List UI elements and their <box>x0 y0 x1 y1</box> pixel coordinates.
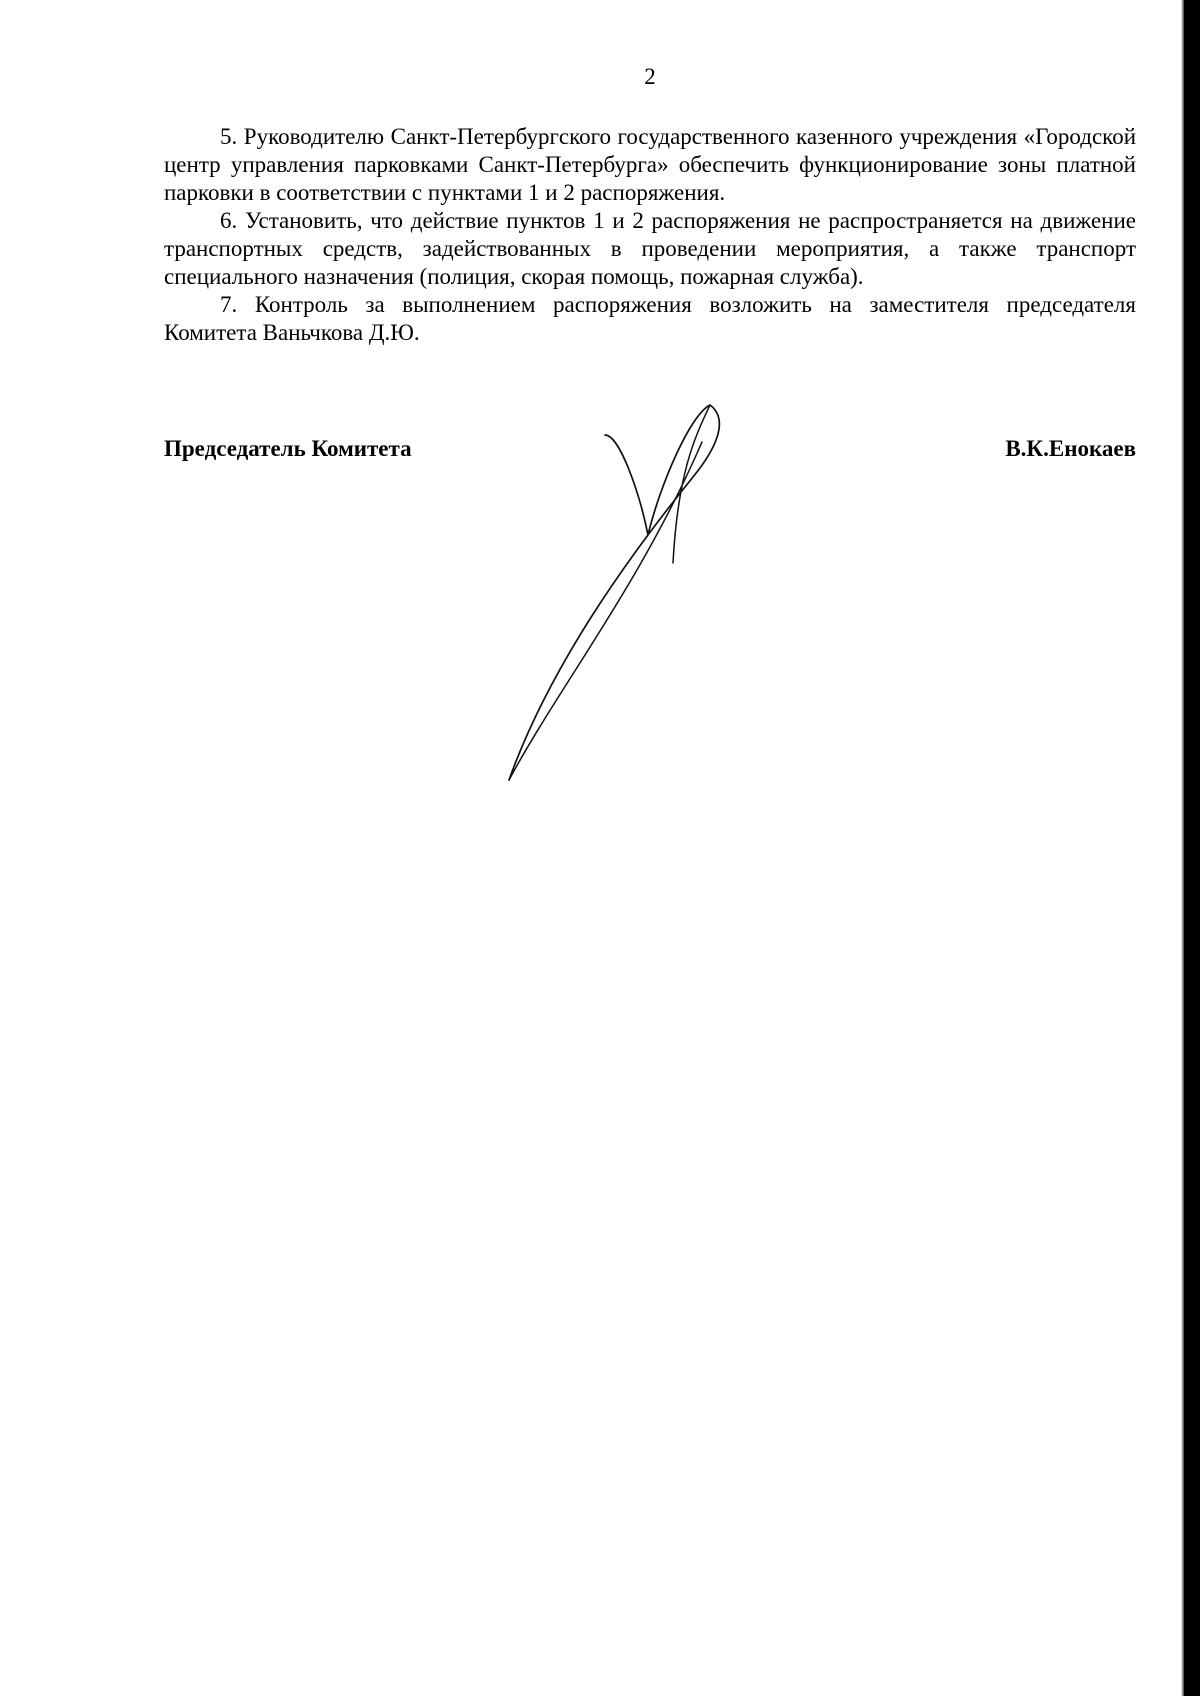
paragraph-7: 7. Контроль за выполнением распоряжения возложить на заместителя председателя Комитета Ваньчкова Д.Ю. <box>164 292 1136 345</box>
paragraph-6: 6. Установить, что действие пунктов 1 и 2 распоряжения не распространяется на движение транспортных средств, задействованных в проведении мероприятия, а также транспорт специального назначения (полиция, скорая помощь, пожарная служба). <box>164 208 1136 289</box>
page-number: 2 <box>644 64 656 89</box>
scan-edge-band <box>1184 0 1200 1696</box>
signer-title: Председатель Комитета <box>164 436 412 461</box>
signer-name: В.К.Енокаев <box>1005 436 1136 461</box>
document-body <box>164 123 1136 347</box>
signature-stroke-return <box>509 405 710 780</box>
paragraph-5: 5. Руководителю Санкт-Петербургского государственного казенного учреждения «Городской центр управления парковками Санкт-Петербурга» обеспечить функционирование зоны платной парковки в соответствии с пунктами 1 и 2 распоряжения. <box>164 124 1136 205</box>
handwritten-signature <box>490 395 790 795</box>
